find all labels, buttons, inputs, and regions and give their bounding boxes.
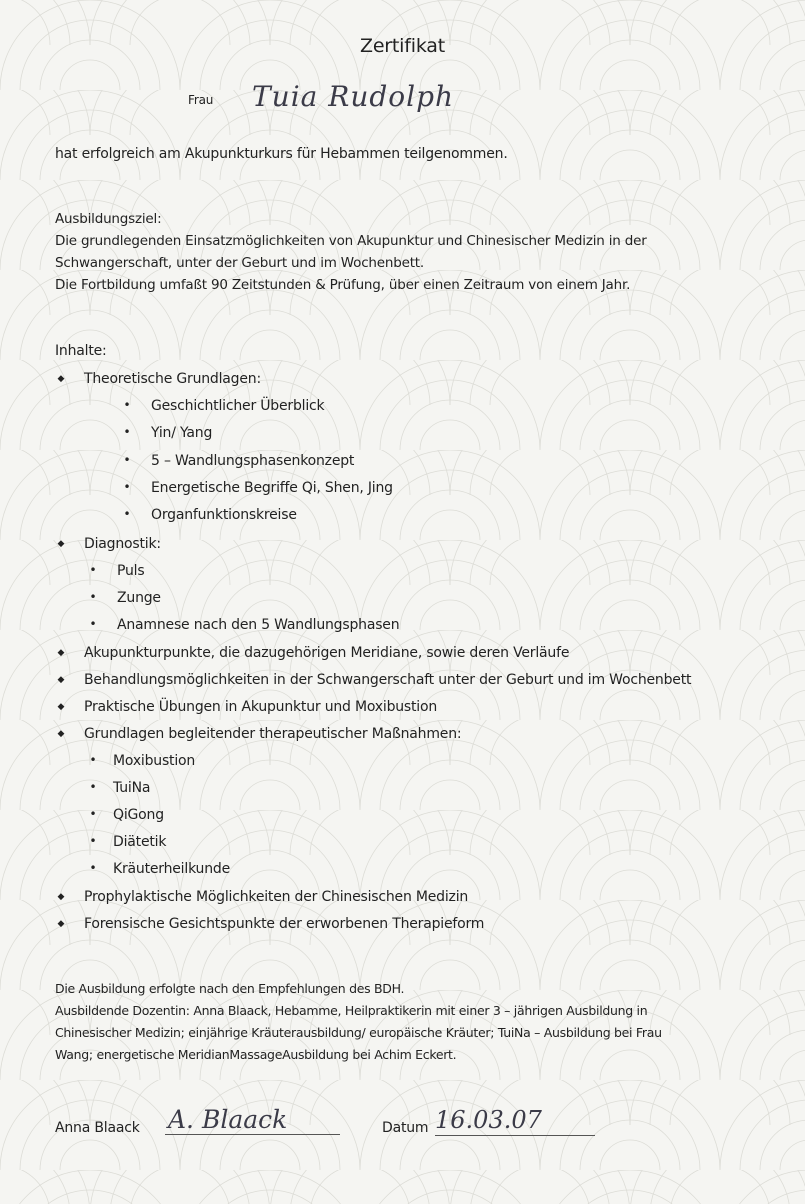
contents-subitem: Kräuterheilkunde: [113, 861, 230, 877]
diamond-bullet-icon: ◆: [57, 374, 65, 384]
goal-line: Die Fortbildung umfaßt 90 Zeitstunden & Prüfung, über einen Zeitraum von einem Jahr.: [55, 277, 631, 293]
bullet-icon: •: [89, 807, 97, 821]
contents-subitem: Yin/ Yang: [151, 425, 213, 441]
contents-item: Grundlagen begleitender therapeutischer Maßnahmen:: [84, 726, 462, 742]
bullet-icon: •: [89, 563, 97, 577]
signer-label: Anna Blaack: [55, 1120, 140, 1136]
contents-subitem: Puls: [117, 563, 145, 579]
contents-subitem: QiGong: [113, 807, 164, 823]
recipient-name-handwritten: Tuia Rudolph: [252, 80, 455, 113]
diamond-bullet-icon: ◆: [57, 675, 65, 685]
bullet-icon: •: [89, 590, 97, 604]
bullet-icon: •: [123, 480, 131, 494]
contents-subitem: Diätetik: [113, 834, 167, 850]
diamond-bullet-icon: ◆: [57, 648, 65, 658]
bullet-icon: •: [89, 861, 97, 875]
contents-item: Diagnostik:: [84, 536, 161, 552]
intro-text: hat erfolgreich am Akupunkturkurs für Hebammen teilgenommen.: [55, 146, 508, 162]
diamond-bullet-icon: ◆: [57, 729, 65, 739]
contents-item: Behandlungsmöglichkeiten in der Schwangerschaft unter der Geburt und im Wochenbett: [84, 672, 692, 688]
footer-line: Die Ausbildung erfolgte nach den Empfehlungen des BDH.: [55, 981, 405, 996]
contents-item: Forensische Gesichtspunkte der erworbenen Therapieform: [84, 916, 485, 932]
contents-subitem: Organfunktionskreise: [151, 507, 297, 523]
contents-subitem: Anamnese nach den 5 Wandlungsphasen: [117, 617, 400, 633]
date-handwritten: 16.03.07: [435, 1106, 542, 1134]
instructor-info: [55, 978, 775, 1066]
bullet-icon: •: [89, 834, 97, 848]
signature-line: [165, 1134, 340, 1135]
contents-item: Prophylaktische Möglichkeiten der Chinesischen Medizin: [84, 889, 469, 905]
date-label: Datum: [382, 1120, 429, 1136]
bullet-icon: •: [89, 753, 97, 767]
footer-line: Ausbildende Dozentin: Anna Blaack, Hebamme, Heilpraktikerin mit einer 3 – jährigen Ausbildung in: [55, 1003, 648, 1018]
signature-handwritten: A. Blaack: [168, 1105, 288, 1134]
diamond-bullet-icon: ◆: [57, 702, 65, 712]
footer-line: Wang; energetische MeridianMassageAusbildung bei Achim Eckert.: [55, 1047, 457, 1062]
contents-subitem: Moxibustion: [113, 753, 196, 769]
date-line: [435, 1135, 595, 1136]
bullet-icon: •: [123, 453, 131, 467]
bullet-icon: •: [89, 780, 97, 794]
footer-line: Chinesischer Medizin; einjährige Kräuterausbildung/ europäische Kräuter; TuiNa – Ausbildung bei Frau: [55, 1025, 662, 1040]
contents-item: Theoretische Grundlagen:: [84, 371, 261, 387]
contents-subitem: Energetische Begriffe Qi, Shen, Jing: [151, 480, 393, 496]
goal-heading: Ausbildungsziel:: [55, 211, 162, 227]
bullet-icon: •: [123, 425, 131, 439]
goal-line: Die grundlegenden Einsatzmöglichkeiten von Akupunktur und Chinesischer Medizin in der: [55, 233, 647, 249]
contents-subitem: TuiNa: [113, 780, 151, 796]
bullet-icon: •: [123, 398, 131, 412]
contents-heading: Inhalte:: [55, 343, 107, 359]
diamond-bullet-icon: ◆: [57, 919, 65, 929]
certificate-title: Zertifikat: [360, 35, 445, 57]
contents-subitem: Geschichtlicher Überblick: [151, 398, 325, 414]
contents-item: Praktische Übungen in Akupunktur und Moxibustion: [84, 699, 438, 715]
contents-subitem: Zunge: [117, 590, 161, 606]
training-goal: [55, 208, 775, 296]
salutation: Frau: [188, 93, 214, 107]
contents-subitem: 5 – Wandlungsphasenkonzept: [151, 453, 355, 469]
bullet-icon: •: [89, 617, 97, 631]
goal-line: Schwangerschaft, unter der Geburt und im Wochenbett.: [55, 255, 424, 271]
diamond-bullet-icon: ◆: [57, 892, 65, 902]
bullet-icon: •: [123, 507, 131, 521]
contents-item: Akupunkturpunkte, die dazugehörigen Meridiane, sowie deren Verläufe: [84, 645, 570, 661]
diamond-bullet-icon: ◆: [57, 539, 65, 549]
